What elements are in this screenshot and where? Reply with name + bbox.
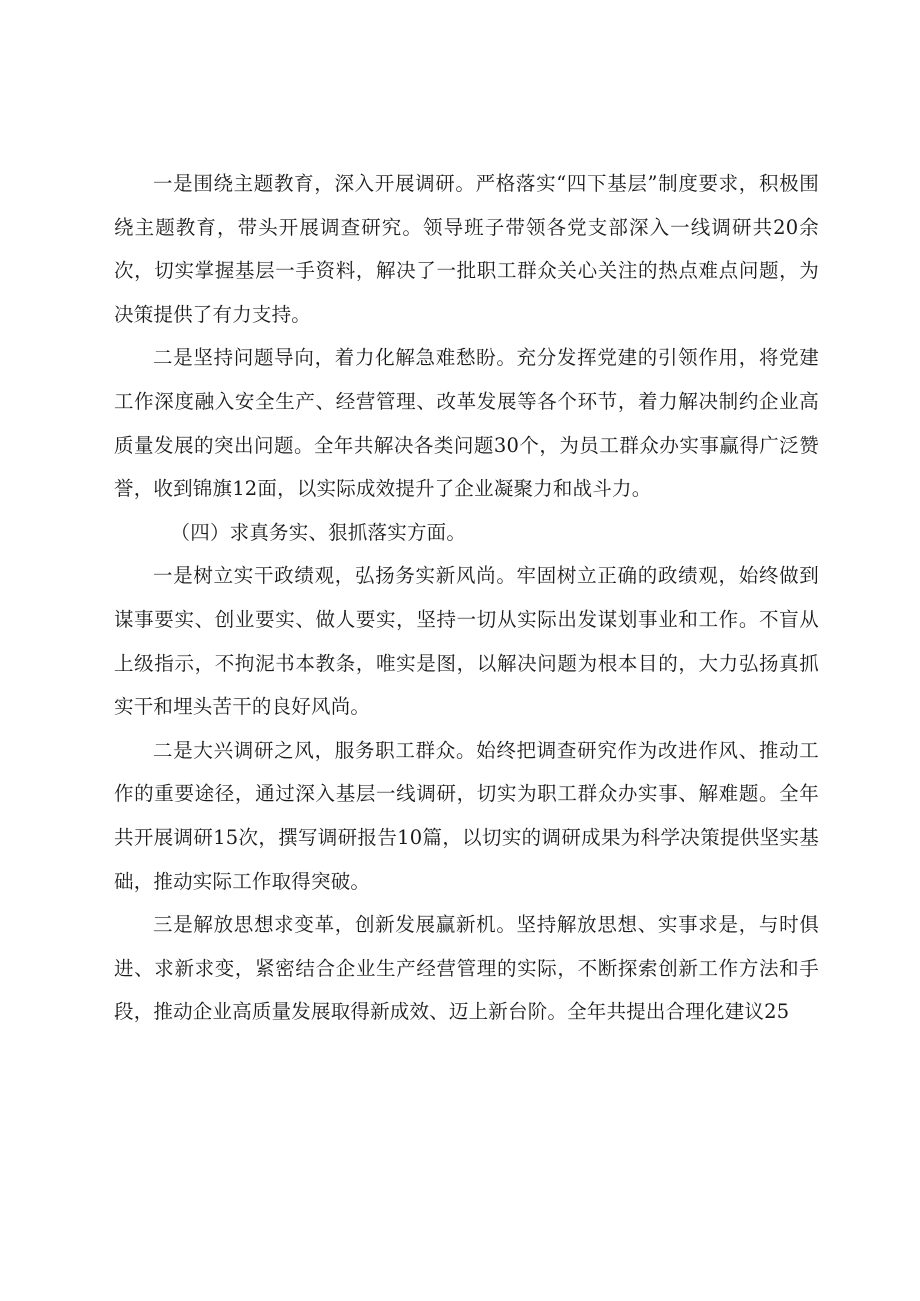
paragraph-emancipate-mind: 三是解放思想求变革，创新发展赢新机。坚持解放思想、实事求是，与时俱进、求新求变，紧密结合企业生产经营管理的实际，不断探索创新工作方法和手段，推动企业高质量发展取得新成效、迈上新台阶。全年共提出合理化建议25 [114, 913, 819, 1024]
paragraph-investigation-research: 二是大兴调研之风，服务职工群众。始终把调查研究作为改进作风、推动工作的重要途径，通过深入基层一线调研，切实为职工群众办实事、解难题。全年共开展调研15次，撰写调研报告10篇，以切实的调研成果为科学决策提供坚实基础，推动实际工作取得突破。 [114, 738, 819, 893]
section-heading-four: （四）求真务实、狠抓落实方面。 [170, 520, 467, 544]
paragraph-research-theme-education: 一是围绕主题教育，深入开展调研。严格落实“四下基层”制度要求，积极围绕主题教育，带头开展调查研究。领导班子带领各党支部深入一线调研共20余次，切实掌握基层一手资料，解决了一批职工群众关心关注的热点难点问题，为决策提供了有力支持。 [114, 172, 819, 326]
paragraph-practical-achievement: 一是树立实干政绩观，弘扬务实新风尚。牢固树立正确的政绩观，始终做到谋事要实、创业要实、做人要实，坚持一切从实际出发谋划事业和工作。不盲从上级指示，不拘泥书本教条，唯实是图，以解决问题为根本目的，大力弘扬真抓实干和埋头苦干的良好风尚。 [114, 564, 819, 719]
paragraph-problem-oriented: 二是坚持问题导向，着力化解急难愁盼。充分发挥党建的引领作用，将党建工作深度融入安全生产、经营管理、改革发展等各个环节，着力解决制约企业高质量发展的突出问题。全年共解决各类问题30个，为员工群众办实事赢得广泛赞誉，收到锦旗12面，以实际成效提升了企业凝聚力和战斗力。 [114, 346, 819, 501]
document-body [114, 162, 819, 1034]
